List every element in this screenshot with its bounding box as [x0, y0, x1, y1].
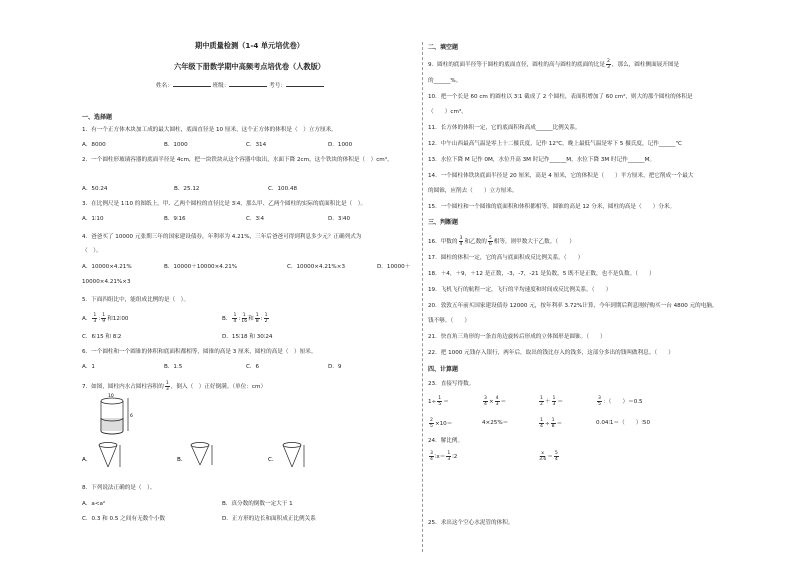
left-column [82, 0, 417, 562]
q1-option-a: A．8000 [82, 142, 106, 148]
question-4: 4．爸爸买了 10000 元张期三年的国家建设债券，年利率为 4.21%，三年后爸爸可得到利息多少元？正确列式为 [82, 234, 362, 240]
q5-option-b: B． $\frac{1}{4}$ : $\frac{1}{16}$ 和 $\frac{1}{8}$ : $\frac{1}{2}$ [222, 313, 268, 324]
cylinder-height-label: 6 [130, 414, 133, 419]
q2-option-a: A．50.24 [82, 186, 108, 192]
calc-1: 1÷ $\frac{1}{5}$ ＝ [428, 396, 449, 407]
question-12: 12．中午山西最高气温是零上十二摄氏度，记作 12℃，晚上最低气温是零下 5 摄氏度，记作______℃ [428, 141, 682, 147]
cylinder-diameter-label: 10 [108, 394, 114, 399]
question-14: 14．一个圆柱体铁块底面半径是 20 厘米，高是 4 厘米，它的体积是（ ）平方厘米，把它削成一个最大 [428, 173, 694, 179]
question-1: 1．有一个正方体木块加工成的最大圆柱，底面直径是 10 厘米，这个正方体的体积是（ ）立方厘米。 [82, 127, 337, 133]
cone-a-figure [99, 443, 120, 468]
column-divider [422, 42, 423, 552]
calc-3: $\frac{1}{2}$ ＋ $\frac{1}{3}$ ＝ [540, 396, 564, 407]
calc-2: $\frac{3}{4}$ × $\frac{4}{3}$ ＝ [484, 396, 507, 407]
number-label: 考号： [269, 83, 286, 89]
question-17: 17．圆柱的体积一定，它的高与底面积成反比例关系。（ ） [428, 255, 584, 261]
q3-option-c: C．3∶4 [246, 216, 265, 222]
q3-option-b: B．9∶16 [164, 216, 186, 222]
calc-8: 0.04∶1＝（ ）∶50 [596, 420, 651, 426]
q6-option-d: D．9 [328, 364, 342, 370]
name-field[interactable] [173, 80, 211, 87]
cone-b-figure [191, 443, 212, 466]
class-label: 班级： [212, 83, 230, 89]
question-18: 18．＋4，＋9，＋12 是正数，-3，-7，-21 是负数，5 既不是正数，也不是负数。（ ） [428, 271, 655, 277]
question-20-cont: 钱不够。（ ） [428, 318, 470, 324]
question-23: 23．直接写得数。 [428, 381, 475, 387]
q6-option-b: B．1.5 [164, 364, 183, 370]
q4-option-a: A．10000×4.21% [82, 264, 132, 270]
calc-4: $\frac{3}{5}$ ：（ ）＝0.5 [598, 396, 643, 407]
question-4-cont: （ ）。 [82, 248, 102, 254]
question-9: 9．圆柱的底面半径等于圆柱的底面直径，圆柱的高与圆柱的底面的比是 $\frac{2}{3}$ ，那么，圆柱侧面展开图是 [428, 59, 680, 70]
calc-6: 4×25%＝ [482, 420, 509, 426]
section-fill: 二、填空题 [428, 44, 459, 51]
question-7: 7．如图，圆柱内水占圆柱容积的 $\frac{1}{3}$ ，倒入（ ）正好倒满。（单位：cm） [82, 381, 267, 392]
right-column [428, 0, 766, 562]
question-16: 16．甲数的 $\frac{3}{4}$ 和乙数的 $\frac{5}{6}$ 相等，则甲数大于乙数。（ ） [428, 236, 575, 247]
question-3: 3．在比例尺是 1∶10 的图纸上，甲、乙两个圆柱的直径比是 3∶4，那么甲、乙两个圆柱的实际的底面积比是（ ）。 [82, 201, 367, 207]
q4-option-b: B．10000＋10000×4.21% [164, 264, 238, 270]
q4-option-d-cont: 10000×4.21%×3 [82, 279, 131, 285]
calc-7: $\frac{1}{4}$ ÷ $\frac{1}{8}$ ＝ [540, 418, 563, 429]
q3-option-a: A．1∶10 [82, 216, 104, 222]
question-15: 15．一个圆柱和一个圆锥的底面积和体积都相等，圆锥的高是 12 分米，圆柱的高是（ ）分米。 [428, 204, 676, 210]
exam-title: 期中质量检测（1-4 单元培优卷） [195, 41, 304, 50]
q8-option-d: D．正方形的边长和面积成正比例关系 [222, 516, 316, 522]
q3-option-d: D．3∶40 [328, 216, 351, 222]
q6-option-c: C．6 [246, 364, 260, 370]
q7-option-c: C． [268, 457, 278, 463]
section-judge: 三、判断题 [428, 219, 459, 226]
question-21: 21．快直角三角形的一条直角边旋转后形成的立体图形是圆锥。（ ） [428, 334, 606, 340]
q8-option-a: A．a<a² [82, 501, 106, 507]
q7-option-a: A． [82, 457, 92, 463]
q8-option-b: B．真分数的倒数一定大于 1 [222, 501, 293, 507]
q8-option-c: C．0.3 和 0.5 之间有无数个小数 [82, 516, 165, 522]
question-10: 10．把一个长是 60 cm 的圆柱以 3∶1 截成了 2 个圆柱，表面积增加了 60 cm²，则大的那个圆柱的体积是 [428, 94, 693, 100]
question-14-cont: 的圆锥，应削去（ ）立方厘米。 [428, 188, 518, 194]
name-label: 姓名： [156, 83, 173, 89]
question-11: 11．长方体的体积一定，它的底面积和高成______比例关系。 [428, 125, 581, 131]
question-19: 19．飞机飞行的航程一定，飞行的平均速度和时间成反比例关系。（ ） [428, 287, 612, 293]
question-2: 2．一个圆柱形玻璃容器的底面半径是 4cm，把一块铁块从这个容器中取出，水面下降 2cm，这个铁块的体积是（ ）cm³。 [82, 157, 393, 163]
q2-option-c: C．100.48 [268, 186, 298, 192]
q5-option-c: C．6∶15 和 8∶2 [82, 334, 122, 340]
student-info [156, 80, 324, 90]
calc-5: $\frac{2}{5}$ ×10＝ [430, 418, 453, 429]
question-13: 13．水位下降 M 记作 0M，水位升高 3M 时记作______M，水位下降 3M 时记作______M。 [428, 157, 656, 163]
question-10-cont: （ ）cm³。 [428, 109, 467, 115]
q1-option-c: C．314 [246, 142, 267, 148]
number-field[interactable] [286, 80, 324, 87]
question-8: 8．下列说法正确的是（ ）。 [82, 485, 156, 491]
question-22: 22．把 1000 元钱存入银行，两年后，取出的钱比存入的钱多，这部分多出的钱叫做利息。（ ） [428, 350, 674, 356]
q7-figures [82, 393, 382, 471]
question-9-cont: 的______%。 [428, 78, 462, 84]
q4-option-d: D．10000＋ [377, 264, 411, 270]
cylinder-figure [101, 398, 128, 434]
q5-option-d: D．15∶18 和 30∶24 [222, 334, 273, 340]
q7-option-b: B． [177, 457, 187, 463]
q2-option-b: B．25.12 [174, 186, 200, 192]
equation-2: $\frac{x}{3.6}$ ＝ $\frac{5}{4}$ [539, 451, 558, 462]
q5-option-a: A． $\frac{1}{3}$ : $\frac{1}{9}$ 和12∶00 [82, 313, 129, 324]
q4-option-c: C．10000×4.21%×3 [287, 264, 345, 270]
question-6: 6．一个圆柱和一个圆锥的体积和底面积都相等，圆锥的高是 3 厘米，圆柱的高是（ ）厘米。 [82, 349, 317, 355]
class-field[interactable] [229, 80, 267, 87]
equation-1: $\frac{3}{4}$ ∶x＝ $\frac{1}{3}$ ∶2 [430, 451, 458, 462]
question-20: 20．敦敦五年前买国家建设债券 12000 元，按年利率 3.72%计算，今年到期后利息刚好购买一台 4800 元的电脑， [428, 303, 718, 309]
exam-subtitle: 六年级下册数学期中高频考点培优卷（人教版） [174, 62, 325, 71]
question-24: 24．解比例。 [428, 438, 464, 444]
section-choice: 一、选择题 [82, 114, 113, 121]
question-25: 25．求出这个空心水泥管的体积。 [428, 520, 514, 526]
question-5: 5．下面四组比中，能组成比例的是（ ）。 [82, 297, 190, 303]
cone-c-figure [283, 443, 304, 468]
q1-option-b: B．1000 [164, 142, 188, 148]
q6-option-a: A．1 [82, 364, 95, 370]
section-calc: 四、计算题 [428, 366, 459, 373]
q1-option-d: D．1000 [328, 142, 353, 148]
